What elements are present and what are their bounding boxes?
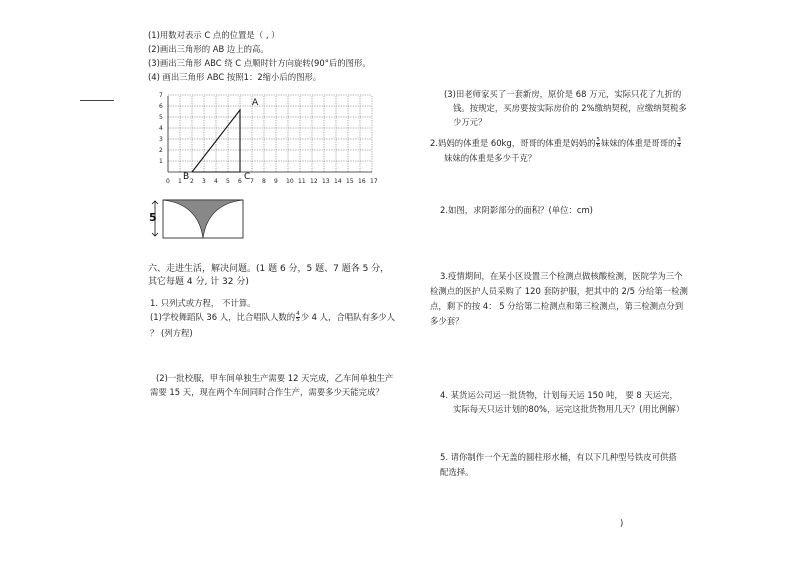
x-tick-label: 17 [370, 178, 378, 185]
corner-mark: ) [620, 518, 624, 528]
q1-1-text-2: ？ (列方程) [150, 328, 193, 338]
q1-2-text-2: 需要 15 天，现在两个车间同时合作生产，需要多少天能完成？ [150, 387, 384, 397]
y-tick-label: 3 [159, 136, 163, 143]
x-tick-label: 12 [310, 178, 318, 185]
margin-rule [80, 100, 114, 101]
task-line-1: (1)用数对表示 C 点的位置是（ , ） [148, 30, 280, 40]
y-tick-label: 6 [159, 103, 163, 110]
task-line-4: (4) 画出三角形 ABC 按照1：2缩小后的图形。 [148, 72, 322, 82]
q2-weight-text: 2.妈妈的体重是 60kg，哥哥的体重是妈妈的 $\frac{5}{6}$ 妹妹的体重是哥哥的 $\frac{3}{4}$ [430, 137, 681, 149]
section-title-2: 其它每题 4 分, 计 32 分) [148, 277, 249, 287]
x-tick-label: 2 [190, 178, 194, 185]
y-tick-label: 1 [159, 158, 163, 165]
q3-test-text-2: 检测点的医护人员采购了 120 套防护服，把其中的 2/5 分给第一检测 [430, 286, 688, 296]
q3-test-text-4: 多少套？ [430, 316, 464, 326]
coordinate-grid [156, 90, 382, 190]
q3-test-text-3: 点，剩下的按 4： 5 分给第二检测点和第三检测点，第三检测点分到 [430, 301, 684, 311]
fraction: $\frac{4}{5}$ [296, 311, 300, 323]
q2-area-text: 2.如图，求阴影部分的面积？(单位：cm) [440, 205, 593, 215]
shaded-region-figure [148, 196, 246, 242]
q3-text-1: (3)田老师家买了一套新房，原价是 68 万元，实际只花了九折的 [444, 89, 682, 99]
task-line-3: (3)画出三角形 ABC 绕 C 点顺时针方向旋转(90°后的图形。 [148, 58, 371, 68]
x-tick-label: 4 [214, 178, 218, 185]
x-tick-label: 9 [274, 178, 278, 185]
x-tick-label: 10 [286, 178, 294, 185]
q3-text-3: 少万元？ [453, 117, 487, 127]
q3-text-2: 钱。按规定，买房要按实际房价的 2%缴纳契税，应缴纳契税多 [453, 103, 687, 113]
x-tick-label: 3 [202, 178, 206, 185]
q2-weight-text-2: 妹妹的体重是多少千克？ [444, 153, 537, 163]
y-tick-label: 7 [159, 92, 163, 99]
q5-text-1: 5. 请你制作一个无盖的圆柱形水桶，有以下几种型号铁皮可供搭 [440, 452, 677, 462]
q4-text-1: 4. 某货运公司运一批货物，计划每天运 150 吨， 要 8 天运完， [440, 390, 678, 400]
task-line-2: (2)画出三角形的 AB 边上的高。 [148, 44, 269, 54]
x-tick-label: 14 [334, 178, 342, 185]
point-c-label: C [244, 172, 251, 182]
q5-text-2: 配选择。 [440, 467, 474, 477]
x-tick-label: 5 [226, 178, 230, 185]
x-tick-label: 1 [178, 178, 182, 185]
x-tick-label: 8 [262, 178, 266, 185]
y-tick-label: 5 [159, 114, 163, 121]
point-a-label: A [252, 98, 259, 108]
height-label: 5 [149, 211, 157, 224]
q4-text-2: 实际每天只运计划的80%，运完这批货物用几天？(用比例解） [453, 404, 685, 414]
x-tick-label: 16 [358, 178, 366, 185]
q1-2-text: (2)一批校服，甲车间单独生产需要 12 天完成，乙车间单独生产 [156, 373, 394, 383]
q3-test-text-1: 3.疫情期间，在某小区设置三个检测点做核酸检测，医院学为三个 [440, 271, 683, 281]
y-tick-label: 4 [159, 125, 163, 132]
x-tick-label: 7 [250, 178, 254, 185]
section-title: 六、走进生活，解决问题。(1 题 6 分，5 题、7 题各 5 分， [148, 264, 390, 274]
q1-title: 1. 只列式或方程， 不计算。 [150, 298, 256, 308]
y-tick-label: 2 [159, 147, 163, 154]
x-tick-label: 0 [166, 178, 170, 185]
x-tick-label: 6 [238, 178, 242, 185]
x-tick-label: 13 [322, 178, 330, 185]
x-tick-label: 15 [346, 178, 354, 185]
x-tick-label: 11 [298, 178, 306, 185]
q1-1-text: (1)学校舞蹈队 36 人，比合唱队人数的 $\frac{4}{5}$ 少 4 人，合唱队有多少人 [150, 311, 395, 323]
triangle-abc [192, 110, 240, 172]
point-b-label: B [183, 172, 190, 182]
